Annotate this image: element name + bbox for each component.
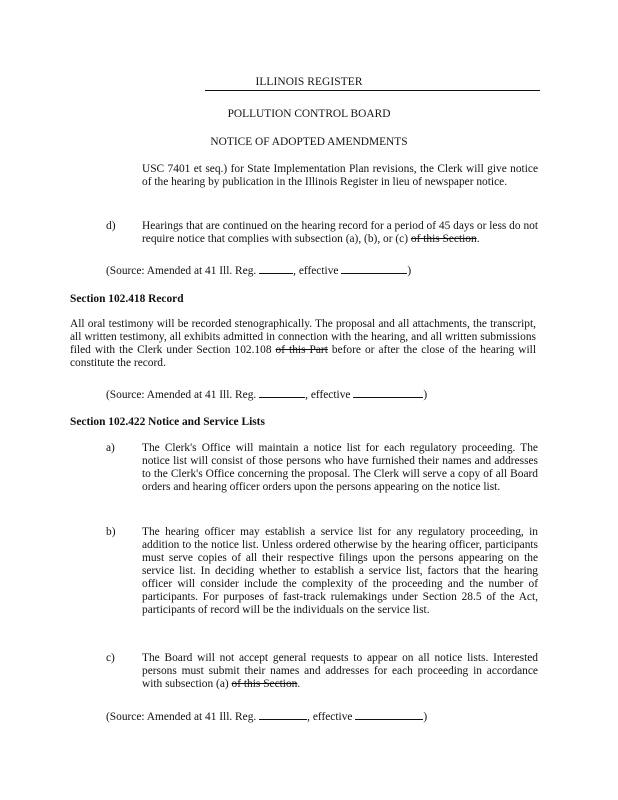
source-note-3 [106, 709, 427, 724]
source-1-blank-date [341, 263, 407, 274]
source-2-prefix: (Source: Amended at 41 Ill. Reg. [106, 389, 257, 401]
source-2-blank-reg [259, 387, 305, 398]
notice-title: NOTICE OF ADOPTED AMENDMENTS [210, 136, 408, 148]
item-c-label: c) [106, 652, 115, 664]
register-title: ILLINOIS REGISTER [255, 76, 363, 88]
source-1-end: ) [407, 265, 412, 277]
section-422-heading: Section 102.422 Notice and Service Lists [70, 416, 265, 428]
section-418-body: All oral testimony will be recorded stenographically. The proposal and all attachments, the transcript, all written testimony, all exhibits admitted in connection with the hearing, and all written submissions filed with the Clerk under Section 102.108 [70, 318, 536, 356]
item-d-end: . [476, 233, 480, 245]
item-b-label: b) [106, 526, 116, 538]
item-d-body: Hearings that are continued on the hearing record for a period of 45 days or less do not require notice that complies with subsection (a), (b), or (c) [142, 220, 538, 245]
section-418-heading: Section 102.418 Record [70, 293, 184, 305]
source-1-prefix: (Source: Amended at 41 Ill. Reg. [106, 265, 257, 277]
item-d-label: d) [106, 220, 116, 232]
continued-paragraph: USC 7401 et seq.) for State Implementation Plan revisions, the Clerk will give notice of the hearing by publication in the Illinois Register in lieu of newspaper notice. [142, 163, 538, 188]
source-2-blank-date [353, 387, 423, 398]
source-3-blank-date [355, 709, 423, 720]
source-2-mid: , effective [305, 389, 351, 401]
source-3-mid: , effective [307, 711, 353, 723]
section-418-struck: of this Part [275, 344, 328, 356]
source-3-blank-reg [259, 709, 307, 720]
item-a-label: a) [106, 442, 115, 454]
source-note-1 [106, 263, 411, 278]
item-a-text: The Clerk's Office will maintain a notice list for each regulatory proceeding. The notice list will consist of those persons who have furnished their names and addresses to the Clerk's Office concerning the proposal. The Clerk will serve a copy of all Board orders and hearing officer orders upon the persons appearing on the notice list. [142, 442, 538, 493]
item-d-text [142, 220, 538, 246]
item-d-struck: of this Section [410, 233, 477, 245]
section-418-text [70, 318, 536, 370]
source-note-2 [106, 387, 427, 402]
header-rule [205, 90, 540, 91]
item-c-struck: of this Section [231, 678, 298, 690]
item-c-text [142, 652, 538, 691]
source-2-end: ) [423, 389, 428, 401]
source-1-mid: , effective [293, 265, 339, 277]
source-3-end: ) [423, 711, 428, 723]
section-418-end: before or after the close of the hearing will constitute the record. [70, 344, 536, 369]
source-3-prefix: (Source: Amended at 41 Ill. Reg. [106, 711, 257, 723]
item-b-text: The hearing officer may establish a service list for any regulatory proceeding, in addition to the notice list. Unless ordered otherwise by the hearing officer, participants must serve copies of all their respective filings upon the persons appearing on the service list. In deciding whether to establish a service list, factors that the hearing officer will consider include the complexity of the proceeding and the number of participants. For purposes of fast-track rulemakings under Section 28.5 of the Act, participants of record will be the individuals on the service list. [142, 526, 538, 616]
source-1-blank-reg [259, 263, 293, 274]
item-c-body: The Board will not accept general requests to appear on all notice lists. Interested persons must submit their names and addresses for each proceeding in accordance with subsection (a) [142, 652, 538, 690]
board-title: POLLUTION CONTROL BOARD [227, 108, 391, 120]
item-c-end: . [297, 678, 301, 690]
